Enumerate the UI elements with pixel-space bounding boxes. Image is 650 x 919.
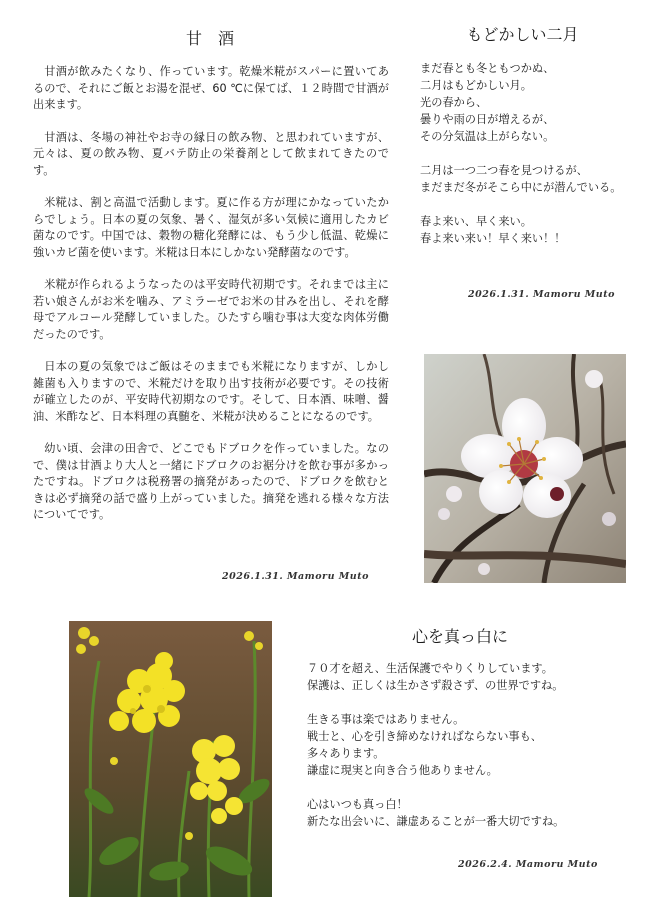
plum-blossom-photo bbox=[424, 354, 626, 583]
modokashii-poem bbox=[420, 60, 632, 247]
poem-line: まだ春とも冬ともつかぬ、 bbox=[420, 62, 555, 75]
paragraph: 米糀は、割と高温で活動します。夏に作る方が理にかなっていたからでしょう。日本の夏の気象、暑く、湿気が多い気候に適用したカビ菌なのです。中国では、穀物の糖化発酵には、もう少し低温、乾燥に強いカビ菌を使います。米糀は日本にしかない発酵菌なのです。 bbox=[33, 196, 389, 259]
poem-line: 二月は一つ二つ春を見つけるが、 bbox=[420, 164, 588, 177]
poem-line: まだまだ冬がそこら中にが潜んでいる。 bbox=[420, 181, 622, 194]
poem-line: 二月はもどかしい月。 bbox=[420, 79, 532, 92]
poem-line: 春よ来い、早く来い。 bbox=[420, 215, 532, 228]
rapeseed-flower-photo bbox=[69, 621, 272, 897]
poem-line: 曇りや雨の日が増えるが、 bbox=[420, 113, 555, 126]
poem-line: 多々あります。 bbox=[307, 747, 385, 760]
amazake-body bbox=[33, 64, 389, 524]
kokoro-poem bbox=[307, 660, 622, 830]
paragraph: 米糀が作られるようなったのは平安時代初期です。それまでは主に若い娘さんがお米を噛み、アミラーゼでお米の甘みを出し、それを酵母でアルコール発酵していました。ひたすら噛む事は大変な肉体労働だったのです。 bbox=[33, 278, 389, 341]
amazake-signature: 2026.1.31. Mamoru Muto bbox=[222, 571, 369, 582]
poem-line: 光の春から、 bbox=[420, 96, 488, 109]
kokoro-signature: 2026.2.4. Mamoru Muto bbox=[458, 859, 598, 870]
poem-line: 春よ来い来い！早く来い！！ bbox=[420, 232, 566, 245]
kokoro-title: 心を真っ白に bbox=[411, 627, 508, 646]
modokashii-title: もどかしい二月 bbox=[466, 25, 579, 44]
poem-line: 生きる事は楽ではありません。 bbox=[307, 713, 465, 726]
paragraph: 日本の夏の気象ではご飯はそのままでも米糀になりますが、しかし雑菌も入りますので、米糀だけを取り出す技術が必要です。その技術が確立したのが、平安時代初期なのです。そして、日本酒、味噌、醤油、米酢など、日本料理の真髄を、米糀が決めることになるのです。 bbox=[33, 360, 389, 423]
poem-line: 保護は、正しくは生かさず殺さず、の世界ですね。 bbox=[307, 679, 564, 692]
modokashii-signature: 2026.1.31. Mamoru Muto bbox=[468, 289, 615, 300]
poem-line: その分気温は上がらない。 bbox=[420, 130, 555, 143]
poem-line: 戦士と、心を引き締めなければならない事も、 bbox=[307, 730, 542, 743]
paragraph: 甘酒が飲みたくなり、作っています。乾燥米糀がスパーに置いてあるので、それにご飯とお湯を混ぜ、60 ℃に保てば、１２時間で甘酒が出来ます。 bbox=[33, 65, 389, 111]
paragraph: 甘酒は、冬場の神社やお寺の縁日の飲み物、と思われていますが、元々は、夏の飲み物、夏バテ防止の栄養剤として飲まれてきたのです。 bbox=[33, 130, 389, 177]
poem-line: 謙虚に現実と向き合う他ありません。 bbox=[307, 764, 498, 777]
paragraph: 幼い頃、会津の田舎で、どこでもドブロクを作っていました。なので、僕は甘酒より大人と一緒にドブロクのお裾分けを飲む事が多かったですね。ドブロクは税務署の摘発があったので、ドブロクを飲むときは必ず摘発の話で盛り上がっていました。摘発を逃れる様々な方法についてです。 bbox=[33, 442, 389, 521]
poem-line: 心はいつも真っ白！ bbox=[307, 798, 408, 811]
amazake-title: 甘 酒 bbox=[185, 29, 234, 48]
poem-line: 新たな出会いに、謙虚あることが一番大切ですね。 bbox=[307, 815, 565, 828]
poem-line: ７０才を超え、生活保護でやりくりしています。 bbox=[307, 662, 553, 675]
